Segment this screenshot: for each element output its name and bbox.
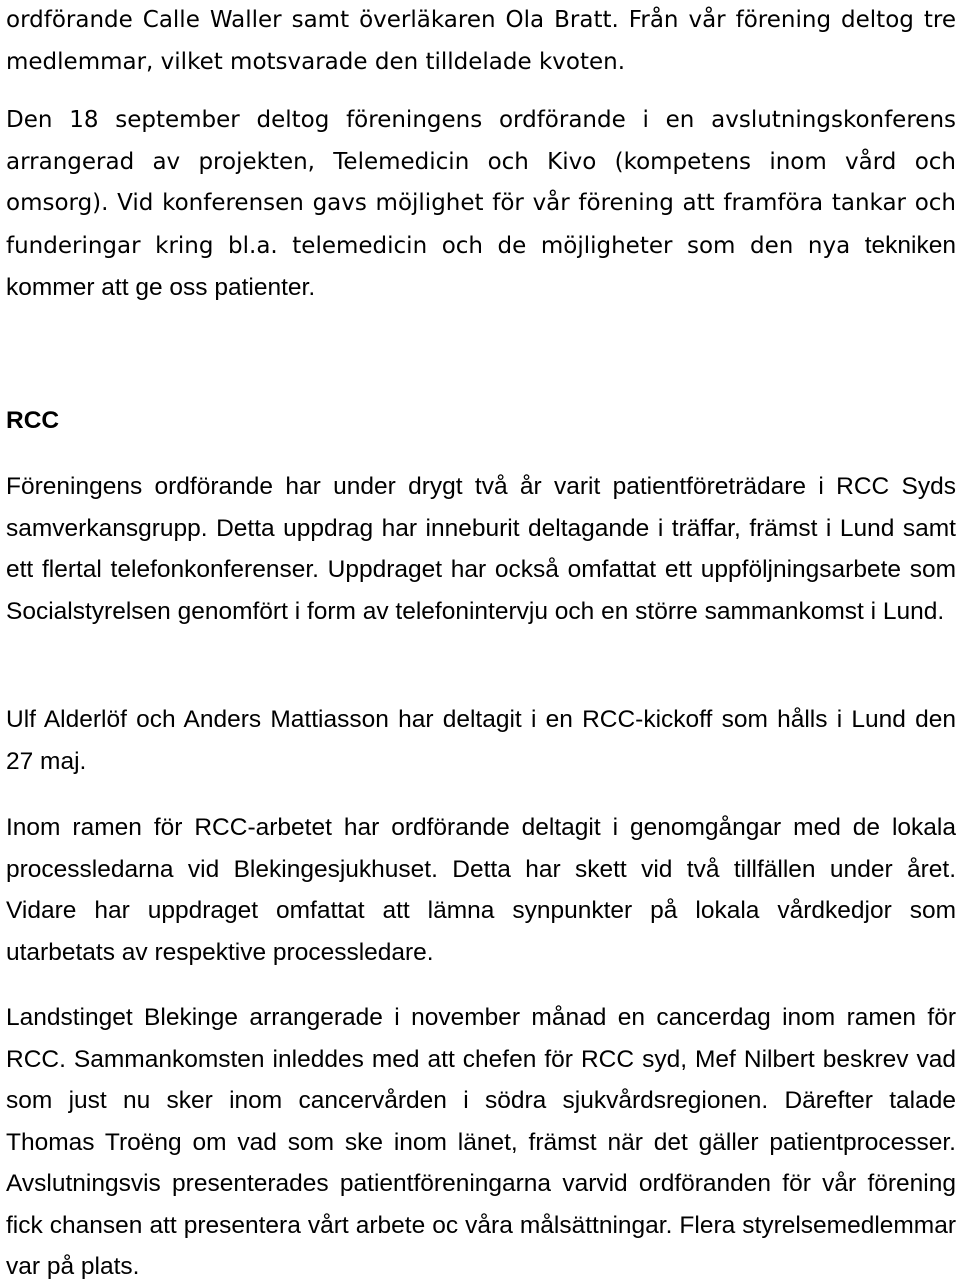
paragraph-rcc-process-leaders: Inom ramen för RCC-arbetet har ordförande deltagit i genomgångar med de lokala processledarna vid Blekingesjukhuset. Detta har skett vid två tillfällen under året. Vidare har uppdraget omfattat att lämna synpunkter på lokala vårdkedjor som utarbetats av respektive processledare. [6,814,956,966]
paragraph-rcc-role: Föreningens ordförande har under drygt två år varit patientföreträdare i RCC Syds samverkansgrupp. Detta uppdrag har inneburit deltagande i träffar, främst i Lund samt ett flertal telefonkonferenser. Uppdraget har också omfattat ett uppföljningsarbete som Socialstyrelsen genomfört i form av telefonintervju och en större sammankomst i Lund. [6,473,956,625]
paragraph-telemedicine-conference [6,100,956,310]
paragraph-telemedicine-text: Den 18 september deltog föreningens ordförande i en avslutningskonferens arrangerad av projekten, Telemedicin och Kivo (kompetens inom vård och omsorg). Vid konferensen gavs möjlighet för vår förening att framföra tankar och funderingar kring bl.a. telemedicin och de möjligheter som den nya [6,107,956,259]
section-heading-rcc: RCC [6,407,60,434]
paragraph-rcc-kickoff: Ulf Alderlöf och Anders Mattiasson har deltagit i en RCC-kickoff som hålls i Lund den 27 maj. [6,706,956,775]
paragraph-cancer-day: Landstinget Blekinge arrangerade i november månad en cancerdag inom ramen för RCC. Sammankomsten inleddes med att chefen för RCC syd, Mef Nilbert beskrev vad som just nu sker inom cancervården i södra sjukvårdsregionen. Därefter talade Thomas Troëng om vad som ske inom länet, främst när det gäller patientprocesser. Avslutningsvis presenterades patientföreningarna varvid ordföranden för vår förening fick chansen att presentera vårt arbete oc våra målsättningar. Flera styrelsemedlemmar var på plats. [6,1004,956,1280]
paragraph-telemedicine-tail: tekniken kommer att ge oss patienter. [6,231,956,301]
paragraph-conference-participation: ordförande Calle Waller samt överläkaren Ola Bratt. Från vår förening deltog tre medlemmar, vilket motsvarade den tilldelade kvoten. [6,7,956,75]
